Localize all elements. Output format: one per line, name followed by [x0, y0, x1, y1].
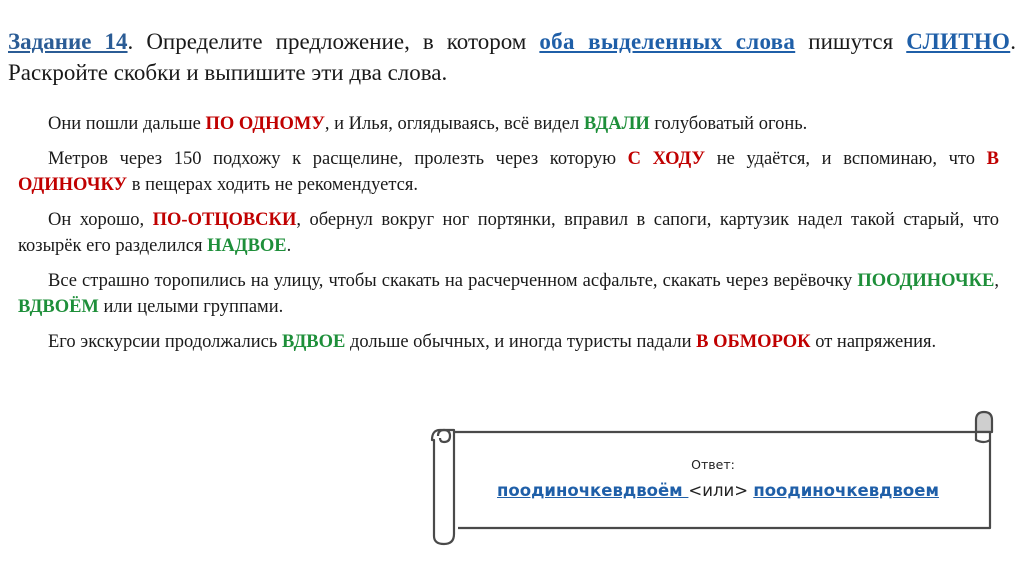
sentence-text: , обернул вокруг ног портянки, вправил в сапоги, картузик надел такой старый, что козырёк его разделился — [18, 210, 999, 256]
task-statement — [8, 26, 1016, 88]
scroll-shape — [428, 410, 998, 546]
sentence-2 — [18, 146, 999, 198]
sentence-text: не удаётся, и вспоминаю, что — [705, 149, 987, 169]
answer-word-2: поодиночкевдвоем — [753, 481, 939, 500]
sentence-text: дольше обычных, и иногда туристы падали — [345, 332, 697, 352]
highlight-word: НАДВОЕ — [207, 236, 287, 256]
highlight-word: В ОБМОРОК — [696, 332, 811, 352]
task-sep: . — [127, 29, 134, 54]
task-text-2: пишутся — [795, 29, 907, 54]
task-number: Задание 14 — [8, 29, 128, 54]
highlight-word: ВДАЛИ — [583, 114, 650, 134]
highlight-word: ПООДИНОЧКЕ — [857, 271, 995, 291]
sentence-text: или целыми группами. — [98, 297, 284, 317]
sentence-text: . — [286, 236, 292, 256]
highlight-word: ПО-ОТЦОВСКИ — [152, 210, 297, 230]
highlight-word: ВДВОЁМ — [18, 297, 99, 317]
answer-separator: <или> — [688, 481, 754, 500]
sentence-1 — [18, 111, 999, 137]
highlight-word: С ХОДУ — [627, 149, 706, 169]
answer-word-1: поодиночкевдвоём — [497, 481, 689, 500]
sentence-text: Он хорошо, — [48, 210, 153, 230]
sentence-text: , — [994, 271, 999, 291]
sentence-text: в пещерах ходить не рекомендуется. — [127, 175, 418, 195]
sentence-5 — [18, 329, 999, 355]
sentence-text: Метров через 150 подхожу к расщелине, пролезть через которую — [48, 149, 628, 169]
highlight-word: ПО ОДНОМУ — [205, 114, 325, 134]
sentence-text: Все страшно торопились на улицу, чтобы скакать на расчерченном асфальте, скакать через верёвочку — [48, 271, 858, 291]
sentence-4 — [18, 268, 999, 320]
sentence-3 — [18, 207, 999, 259]
task-highlight-slitno: СЛИТНО — [906, 29, 1011, 54]
sentence-text: от напряжения. — [810, 332, 937, 352]
sentences-list — [18, 111, 999, 364]
task-highlight-both-words: оба выделенных слова — [539, 29, 796, 54]
sentence-text: , и Илья, оглядываясь, всё видел — [324, 114, 584, 134]
highlight-word: ВДВОЕ — [281, 332, 346, 352]
answer-scroll — [428, 410, 998, 546]
sentence-text: Его экскурсии продолжались — [48, 332, 282, 352]
answer-label: Ответ: — [691, 457, 735, 472]
task-text-1: Определите предложение, в котором — [133, 29, 540, 54]
answer-line — [448, 481, 988, 500]
highlight-word: В ОДИНОЧКУ — [18, 149, 1000, 195]
sentence-text: голубоватый огонь. — [649, 114, 808, 134]
sentence-text: Они пошли дальше — [48, 114, 206, 134]
task-text-3: . Раскройте скобки и выпишите эти два слова. — [8, 29, 1016, 85]
